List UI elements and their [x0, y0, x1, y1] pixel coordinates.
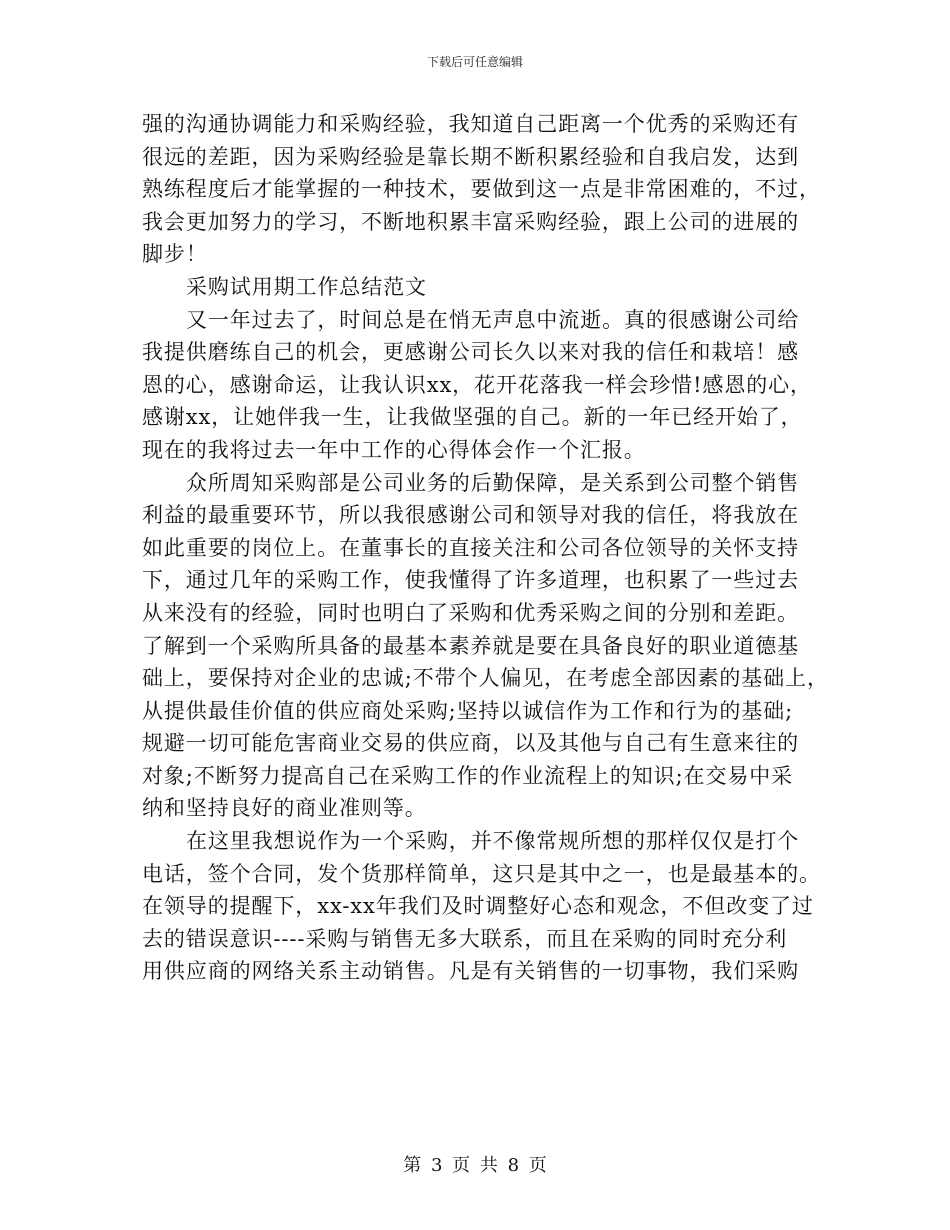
paragraph [142, 271, 822, 304]
paragraph [142, 825, 822, 988]
text-line: 利益的最重要环节，所以我很感谢公司和领导对我的信任，将我放在 [142, 503, 799, 528]
paragraph [142, 108, 822, 271]
text-line: 现在的我将过去一年中工作的心得体会作一个汇报。 [142, 437, 646, 462]
text-line: 对象;不断努力提高自己在采购工作的作业流程上的知识;在交易中采 [142, 763, 794, 788]
text-line: 纳和坚持良好的商业准则等。 [142, 796, 427, 821]
text-line: 电话，签个合同，发个货那样简单，这只是其中之一，也是最基本的。 [142, 861, 821, 886]
page-footer: 第 3 页 共 8 页 [403, 1155, 547, 1176]
text-line: 恩的心，感谢命运，让我认识xx，花开花落我一样会珍惜!感恩的心， [142, 372, 812, 397]
text-line: 从来没有的经验，同时也明白了采购和优秀采购之间的分别和差距。 [142, 600, 799, 625]
text-line: 熟练程度后才能掌握的一种技术，要做到这一点是非常困难的，不过， [142, 177, 821, 202]
text-line: 下，通过几年的采购工作，使我懂得了许多道理，也积累了一些过去 [142, 568, 799, 593]
text-line: 在领导的提醒下，xx-xx年我们及时调整好心态和观念，不但改变了过 [142, 894, 814, 919]
text-line: 我会更加努力的学习，不断地积累丰富采购经验，跟上公司的进展的 [142, 209, 799, 234]
text-line: 强的沟通协调能力和采购经验，我知道自己距离一个优秀的采购还有 [142, 112, 799, 136]
text-line: 众所周知采购部是公司业务的后勤保障，是关系到公司整个销售 [186, 470, 800, 495]
page-header: 下载后可任意编辑 [426, 55, 523, 69]
text-line: 在这里我想说作为一个采购，并不像常规所想的那样仅仅是打个 [186, 829, 800, 854]
text-line: 去的错误意识----采购与销售无多大联系，而且在采购的同时充分利 [142, 926, 788, 951]
text-line: 础上，要保持对企业的忠诚;不带个人偏见，在考虑全部因素的基础上， [142, 666, 829, 691]
text-line: 从提供最佳价值的供应商处采购;坚持以诚信作为工作和行为的基础; [142, 698, 794, 723]
paragraph [142, 304, 822, 467]
text-line: 采购试用期工作总结范文 [186, 274, 427, 299]
text-line: 感谢xx，让她伴我一生，让我做坚强的自己。新的一年已经开始了， [142, 405, 803, 430]
text-line: 规避一切可能危害商业交易的供应商，以及其他与自己有生意来往的 [142, 731, 799, 756]
document-body [142, 108, 829, 988]
paragraph [142, 467, 829, 826]
text-line: 如此重要的岗位上。在董事长的直接关注和公司各位领导的关怀支持 [142, 535, 799, 560]
text-line: 很远的差距，因为采购经验是靠长期不断积累经验和自我启发，达到 [142, 144, 799, 169]
text-line: 又一年过去了，时间总是在悄无声息中流逝。真的很感谢公司给 [186, 307, 800, 332]
text-line: 我提供磨练自己的机会，更感谢公司长久以来对我的信任和栽培！感 [142, 340, 799, 365]
text-line: 用供应商的网络关系主动销售。凡是有关销售的一切事物，我们采购 [142, 959, 799, 984]
text-line: 脚步！ [142, 242, 208, 267]
text-line: 了解到一个采购所具备的最基本素养就是要在具备良好的职业道德基 [142, 633, 799, 658]
